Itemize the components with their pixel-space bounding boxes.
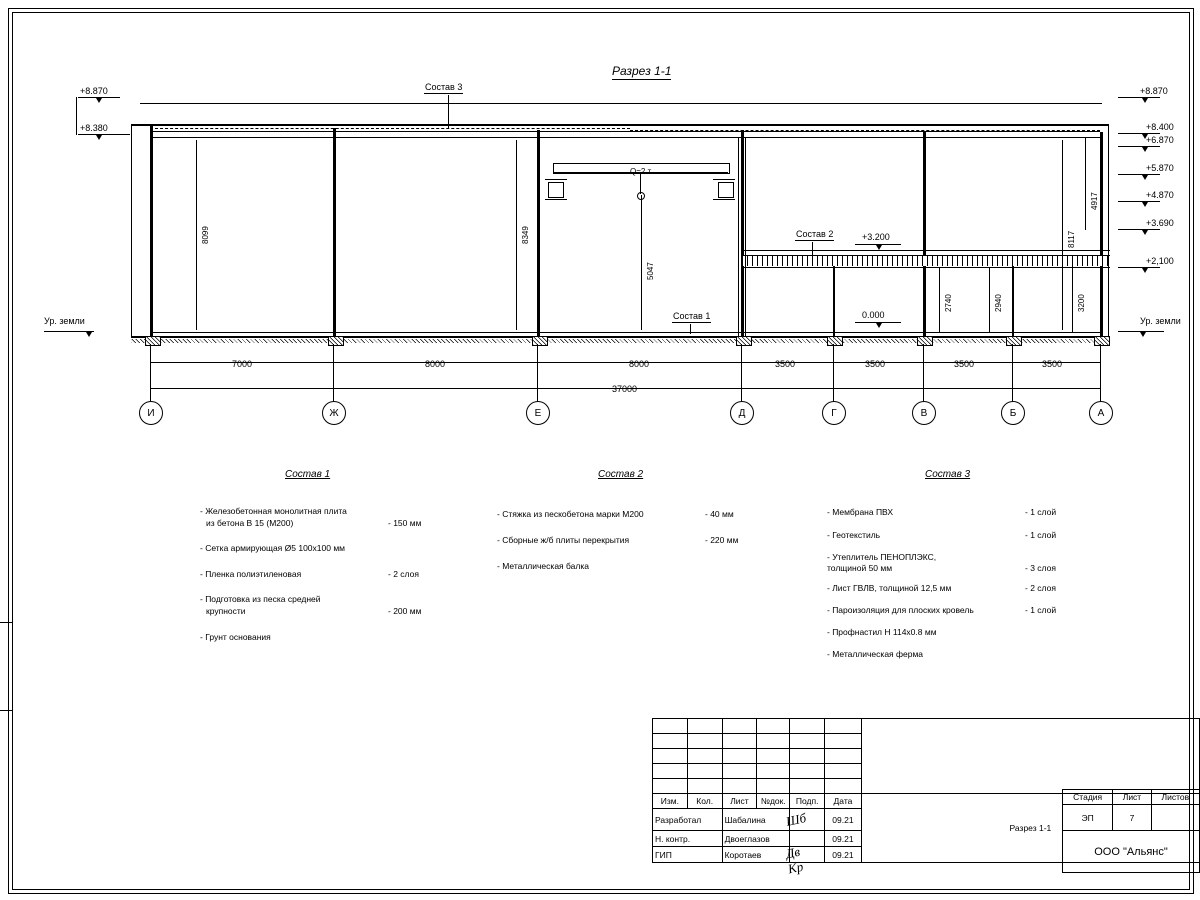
truss-slope-left	[150, 128, 630, 129]
stamp-blank-row-1	[653, 719, 1200, 734]
elev-right-5-line	[1118, 201, 1160, 202]
spec-3-row-4-text: - Пароизоляция для плоских кровель	[827, 605, 974, 615]
footing-B	[1006, 336, 1022, 346]
end-wall-right	[1108, 124, 1109, 336]
axis-circle-D[interactable]: Д	[730, 401, 754, 425]
span-dim-1: 7000	[232, 359, 253, 369]
crane-corbel-left	[545, 179, 567, 180]
elev-right-6-line	[1118, 229, 1160, 230]
span-dim-3: 8000	[629, 359, 650, 369]
stamp-cell-blank	[825, 764, 862, 779]
spec-1-row-0-text2: из бетона В 15 (М200)	[206, 518, 294, 528]
truss-slope-right	[630, 130, 1100, 131]
roof-under-line	[150, 131, 1100, 132]
vdim-2940-line	[989, 268, 990, 332]
spec-1-title: Состав 1	[285, 469, 331, 480]
span-dim-6: 3500	[954, 359, 975, 369]
elev-right-2-line	[1118, 133, 1160, 134]
stamp-cell-blank	[757, 734, 790, 749]
spec-3-row-1-text: - Геотекстиль	[827, 530, 881, 540]
mezzanine-bottom-line	[741, 267, 1110, 268]
elev-right-1: +8.870	[1140, 86, 1168, 96]
callout-sostav-1-leader	[690, 324, 691, 334]
vdim-8349-line	[516, 140, 517, 330]
stamp-cell-blank	[790, 779, 825, 794]
axis-ext-V	[923, 344, 924, 401]
stage-value-stage: ЭП	[1063, 805, 1113, 831]
stamp-cell-blank	[722, 779, 757, 794]
crane-rail-left	[548, 182, 564, 198]
vdim-2940: 2940	[994, 294, 1003, 312]
truss-bottom-line	[150, 137, 1100, 138]
spec-3-row-6-text: - Металлическая ферма	[827, 649, 924, 659]
axis-circle-V[interactable]: В	[912, 401, 936, 425]
elev-right-1-arrow	[1142, 98, 1148, 103]
elev-left-2-line	[78, 134, 130, 135]
stamp-cell-blank	[757, 779, 790, 794]
spec-3-row-0-text: - Мембрана ПВХ	[827, 507, 894, 517]
footing-D	[736, 336, 752, 346]
vdim-8349: 8349	[521, 226, 530, 244]
stamp-cell-blank	[790, 719, 825, 734]
elev-left-1-arrow	[96, 98, 102, 103]
signature-developer: Шб	[784, 810, 808, 829]
footing-G	[827, 336, 843, 346]
axis-circle-B[interactable]: Б	[1001, 401, 1025, 425]
elev-right-3-line	[1118, 146, 1160, 147]
stamp-cell-blank	[722, 719, 757, 734]
spec-1-row-0-value: - 150 мм	[388, 518, 422, 528]
spec-1-row-0-text: - Железобетонная монолитная плита	[200, 506, 347, 516]
elev-right-4-arrow	[1142, 175, 1148, 180]
elev-inner-2-arrow	[876, 323, 882, 328]
ground-label-left-arrow	[86, 332, 92, 337]
crane-load-label: Q=2 т	[630, 167, 652, 176]
stage-company-row	[1063, 831, 1200, 873]
elev-inner-1: +3.200	[862, 232, 890, 242]
stamp-role-ncontr: Н. контр.	[653, 831, 723, 847]
column-Zh	[333, 128, 336, 336]
end-wall-left	[131, 124, 132, 336]
stamp-cell-blank	[653, 779, 688, 794]
stamp-cell-blank	[687, 764, 722, 779]
elev-right-4-line	[1118, 174, 1160, 175]
footing-V	[917, 336, 933, 346]
roof-ridge-dim-line	[140, 103, 1102, 104]
vdim-4917-line	[1085, 138, 1086, 230]
spec-2-title: Состав 2	[598, 469, 644, 480]
spec-2-row-2-text: - Металлическая балка	[497, 561, 590, 571]
spec-3-row-3-text: - Лист ГВЛВ, толщиной 12,5 мм	[827, 583, 952, 593]
stamp-cell-blank	[653, 749, 688, 764]
stamp-role-gip: ГИП	[653, 847, 723, 863]
stamp-cell-blank	[825, 734, 862, 749]
company-name: ООО "Альянс"	[1063, 831, 1200, 873]
elev-left-vert	[76, 97, 77, 135]
spec-1-row-3-value: - 200 мм	[388, 606, 422, 616]
crane-corbel-left-2	[545, 199, 567, 200]
column-D	[741, 130, 744, 336]
callout-sostav-2-leader	[812, 242, 813, 255]
stage-block	[1062, 789, 1200, 873]
stamp-header-ndok: №док.	[757, 794, 790, 809]
elev-inner-2: 0.000	[862, 310, 885, 320]
stamp-cell-blank	[687, 779, 722, 794]
stage-value-row	[1063, 805, 1200, 831]
stamp-name-gip: Коротаев	[722, 847, 790, 863]
callout-sostav-1: Состав 1	[673, 311, 711, 321]
stamp-cell-blank	[687, 749, 722, 764]
elev-right-1-line	[1118, 97, 1160, 98]
elev-right-6-arrow	[1142, 230, 1148, 235]
spec-3-row-2-text: - Утеплитель ПЕНОПЛЭКС,	[827, 552, 937, 562]
stamp-name-developer: Шабалина	[722, 809, 790, 831]
vdim-8117-line	[1062, 140, 1063, 330]
callout-sostav-3-leader	[448, 95, 449, 129]
spec-1-row-3-text2: крупности	[206, 606, 246, 616]
span-dim-7: 3500	[1042, 359, 1063, 369]
spec-1-row-2-value: - 2 слоя	[388, 569, 419, 579]
vdim-8099-line	[196, 140, 197, 330]
elev-right-4: +5.870	[1146, 163, 1174, 173]
stamp-cell-blank	[825, 749, 862, 764]
stamp-header-kol: Кол.	[687, 794, 722, 809]
stamp-cell-blank	[722, 734, 757, 749]
elev-right-7-line	[1118, 267, 1160, 268]
stamp-cell-blank	[687, 719, 722, 734]
partition-wall-right	[745, 137, 746, 336]
stamp-cell-project-name	[861, 719, 1199, 794]
vdim-5047-line	[641, 195, 642, 330]
ground-label-right-arrow	[1140, 332, 1146, 337]
elev-right-6: +3.690	[1146, 218, 1174, 228]
stamp-cell-blank	[790, 749, 825, 764]
crane-corbel-right-2	[713, 199, 735, 200]
span-dim-4: 3500	[775, 359, 796, 369]
crane-corbel-right	[713, 179, 735, 180]
stamp-header-list: Лист	[722, 794, 757, 809]
stamp-cell-blank	[790, 734, 825, 749]
stage-header-sheet: Лист	[1113, 790, 1151, 805]
spec-3-row-2-value: - 3 слоя	[1025, 563, 1056, 573]
stamp-date-gip: 09.21	[825, 847, 862, 863]
ground-line	[131, 336, 1109, 338]
mezz-col-3	[1012, 267, 1013, 336]
footing-A	[1094, 336, 1110, 346]
axis-circle-Zh[interactable]: Ж	[322, 401, 346, 425]
vdim-2740-line	[939, 268, 940, 332]
stage-header-row	[1063, 790, 1200, 805]
spec-1-row-2-text: - Пленка полиэтиленовая	[200, 569, 302, 579]
axis-ext-A	[1100, 344, 1101, 401]
stamp-cell-blank	[757, 719, 790, 734]
column-I	[150, 124, 153, 336]
spec-3-row-0-value: - 1 слой	[1025, 507, 1057, 517]
stamp-cell-blank	[757, 749, 790, 764]
stamp-cell-blank	[687, 734, 722, 749]
span-dim-2: 8000	[425, 359, 446, 369]
axis-ext-G	[833, 344, 834, 401]
column-A	[1100, 132, 1103, 336]
stamp-header-data: Дата	[825, 794, 862, 809]
span-dim-5: 3500	[865, 359, 886, 369]
elev-left-2-arrow	[96, 135, 102, 140]
stage-value-sheets	[1151, 805, 1199, 831]
elev-left-2: +8.380	[80, 123, 108, 133]
axis-ext-Zh	[333, 344, 334, 401]
mezzanine-screed-line	[741, 250, 1110, 251]
stamp-date-developer: 09.21	[825, 809, 862, 831]
elev-right-3-arrow	[1142, 147, 1148, 152]
spec-1-row-4-text: - Грунт основания	[200, 632, 271, 642]
vdim-8099: 8099	[201, 226, 210, 244]
vdim-4917: 4917	[1090, 192, 1099, 210]
signature-ncontr: Дв	[784, 843, 802, 862]
stamp-date-ncontr: 09.21	[825, 831, 862, 847]
stage-table	[1062, 789, 1200, 873]
spec-3-row-3-value: - 2 слоя	[1025, 583, 1056, 593]
stamp-sheet-title: Разрез 1-1	[1009, 823, 1052, 833]
ground-label-right: Ур. земли	[1140, 316, 1181, 326]
floor-slab-line	[150, 332, 1100, 333]
vdim-5047: 5047	[646, 262, 655, 280]
footing-E	[532, 336, 548, 346]
callout-sostav-3: Состав 3	[425, 82, 463, 92]
stage-header-stage: Стадия	[1063, 790, 1113, 805]
stamp-cell-blank	[653, 734, 688, 749]
spec-3-row-2-text2: толщиной 50 мм	[827, 563, 893, 573]
spec-1-row-1-text: - Сетка армирующая Ø5 100х100 мм	[200, 543, 346, 553]
spec-2-row-0-value: - 40 мм	[705, 509, 734, 519]
axis-circle-E[interactable]: Е	[526, 401, 550, 425]
drawing-title: Разрез 1-1	[612, 64, 672, 78]
axis-ext-D	[741, 344, 742, 401]
elev-inner-1-arrow	[876, 245, 882, 250]
stamp-cell-blank	[790, 764, 825, 779]
spec-2-row-1-text: - Сборные ж/б плиты перекрытия	[497, 535, 630, 545]
elev-right-5-arrow	[1142, 202, 1148, 207]
ground-label-left: Ур. земли	[44, 316, 85, 326]
spec-1-row-3-text: - Подготовка из песка средней	[200, 594, 321, 604]
elev-right-2: +8.400	[1146, 122, 1174, 132]
mezzanine-slab-hatch	[742, 256, 1109, 266]
vdim-2740: 2740	[944, 294, 953, 312]
ground-hatch	[131, 339, 1109, 343]
spec-3-title: Состав 3	[925, 469, 971, 480]
fold-mark-1	[0, 622, 12, 623]
total-dim: 37000	[612, 384, 638, 394]
elev-right-7: +2,100	[1146, 256, 1174, 266]
mezz-col-1	[833, 267, 834, 336]
stamp-header-izm: Изм.	[653, 794, 688, 809]
spec-2-row-0-text: - Стяжка из пескобетона марки М200	[497, 509, 644, 519]
stamp-cell-blank	[653, 764, 688, 779]
elev-left-1: +8.870	[80, 86, 108, 96]
footing-Zh	[328, 336, 344, 346]
spec-2-row-1-value: - 220 мм	[705, 535, 739, 545]
stage-header-sheets: Листов	[1151, 790, 1199, 805]
stamp-header-podp: Подп.	[790, 794, 825, 809]
vdim-3200-line	[1072, 262, 1073, 332]
callout-sostav-2: Состав 2	[796, 229, 834, 239]
column-E	[537, 130, 540, 336]
stamp-name-ncontr: Двоеглазов	[722, 831, 790, 847]
vdim-8117: 8117	[1067, 230, 1076, 248]
footing-I	[145, 336, 161, 346]
axis-circle-G[interactable]: Г	[822, 401, 846, 425]
crane-rail-right	[718, 182, 734, 198]
signature-gip: Кр	[786, 858, 805, 877]
axis-ext-B	[1012, 344, 1013, 401]
spec-3-row-1-value: - 1 слой	[1025, 530, 1057, 540]
axis-circle-I[interactable]: И	[139, 401, 163, 425]
stamp-cell-blank	[722, 764, 757, 779]
fold-mark-2	[0, 710, 12, 711]
spec-3-row-5-text: - Профнастил Н 114х0.8 мм	[827, 627, 937, 637]
vdim-3200: 3200	[1077, 294, 1086, 312]
stamp-cell-blank	[653, 719, 688, 734]
stamp-cell-blank	[722, 749, 757, 764]
stamp-cell-blank	[825, 779, 862, 794]
axis-ext-E	[537, 344, 538, 401]
spec-3-row-4-value: - 1 слой	[1025, 605, 1057, 615]
roof-top-line	[131, 124, 1109, 126]
partition-wall-left	[738, 137, 739, 336]
axis-ext-I	[150, 344, 151, 401]
stamp-cell-blank	[757, 764, 790, 779]
stamp-role-developer: Разработал	[653, 809, 723, 831]
axis-circle-A[interactable]: А	[1089, 401, 1113, 425]
elev-right-5: +4.870	[1146, 190, 1174, 200]
elev-right-7-arrow	[1142, 268, 1148, 273]
mezz-col-2	[923, 267, 924, 336]
elev-right-3: +6.870	[1146, 135, 1174, 145]
stage-value-sheet: 7	[1113, 805, 1151, 831]
stamp-cell-blank	[825, 719, 862, 734]
